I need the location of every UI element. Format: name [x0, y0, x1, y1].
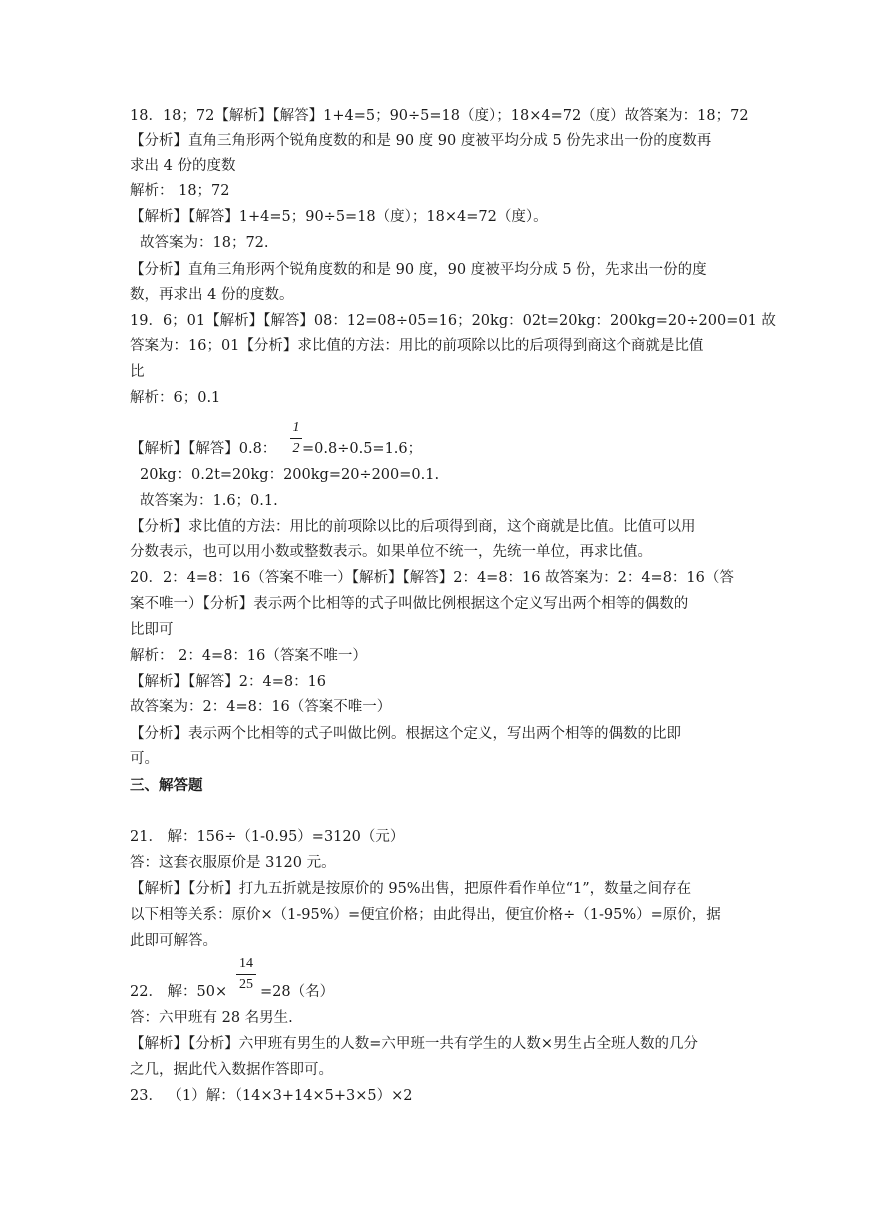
text-line: 【分析】直角三角形两个锐角度数的和是 90 度 90 度被平均分成 5 份先求出一份的度数再 [130, 133, 712, 149]
fraction [290, 420, 302, 457]
text-line: 23． （1）解：（14×3+14×5+3×5）×2 [130, 1088, 413, 1104]
text-line: 答：六甲班有 28 名男生. [130, 1010, 293, 1026]
text-line: 答案为：16；01【分析】求比值的方法：用比的前项除以比的后项得到商这个商就是比值 [130, 338, 704, 354]
text-line: 【解析】【分析】打九五折就是按原价的 95%出售，把原件看作单位“1”，数量之间存在 [130, 881, 692, 897]
text-line: 20．2：4=8：16（答案不唯一）【解析】【解答】2：4=8：16 故答案为：2：4=8：16（答 [130, 570, 734, 586]
text-line: 之几，据此代入数据作答即可。 [130, 1062, 333, 1078]
text-line: 【解析】【解答】1+4=5；90÷5=18（度）；18×4=72（度）。 [130, 209, 548, 225]
text-line: =28（名） [260, 984, 335, 1000]
text-line: 以下相等关系：原价×（1-95%）=便宜价格；由此得出，便宜价格÷（1-95%）=原价，据 [130, 907, 721, 923]
text-line: 此即可解答。 [130, 933, 217, 949]
text-line: 比 [130, 364, 145, 380]
text-line: 案不唯一）【分析】表示两个比相等的式子叫做比例根据这个定义写出两个相等的偶数的 [130, 596, 689, 612]
text-line: 【解析】【解答】0.8： [130, 441, 277, 457]
text-line: 21． 解：156÷（1-0.95）=3120（元） [130, 829, 405, 845]
text-line: 求出 4 份的度数 [130, 158, 236, 174]
text-line: 解析： 2：4=8：16（答案不唯一） [130, 648, 367, 664]
text-line: =0.8÷0.5=1.6； [302, 441, 423, 457]
section-heading: 三、解答题 [130, 778, 203, 794]
text-line: 可。 [130, 751, 159, 767]
text-line: 【分析】求比值的方法：用比的前项除以比的后项得到商，这个商就是比值。比值可以用 [130, 519, 696, 535]
text-line: 答：这套衣服原价是 3120 元。 [130, 855, 336, 871]
text-line: 22． 解：50× [130, 984, 228, 1000]
text-line: 解析： 18；72 [130, 183, 230, 199]
text-line: 【解析】【分析】六甲班有男生的人数=六甲班一共有学生的人数×男生占全班人数的几分 [130, 1036, 699, 1052]
text-line: 20kg：0.2t=20kg：200kg=20÷200=0.1. [140, 467, 440, 483]
text-line: 【分析】直角三角形两个锐角度数的和是 90 度，90 度被平均分成 5 份，先求出一份的度 [130, 262, 707, 278]
text-line: 【分析】表示两个比相等的式子叫做比例。根据这个定义，写出两个相等的偶数的比即 [130, 726, 681, 742]
text-line: 19．6；01【解析】【解答】08：12=08÷05=16；20kg：02t=20kg：200kg=20÷200=01 故 [130, 313, 776, 329]
text-line: 数，再求出 4 份的度数。 [130, 287, 294, 303]
fraction-bar [236, 974, 256, 975]
text-line: 解析：6；0.1 [130, 390, 221, 406]
fraction-denominator: 2 [292, 441, 300, 456]
text-line: 【解析】【解答】2：4=8：16 [130, 674, 327, 690]
text-line: 故答案为：2：4=8：16（答案不唯一） [130, 699, 392, 715]
fraction-bar [290, 438, 302, 439]
fraction-numerator: 1 [292, 420, 300, 435]
text-line: 故答案为：1.6；0.1. [140, 493, 278, 509]
fraction-numerator: 14 [239, 956, 253, 971]
fraction [236, 956, 256, 993]
fraction-denominator: 25 [239, 977, 253, 992]
text-line: 分数表示，也可以用小数或整数表示。如果单位不统一，先统一单位，再求比值。 [130, 544, 652, 560]
text-line: 比即可 [130, 622, 174, 638]
text-line: 故答案为：18；72. [140, 235, 269, 251]
text-line: 18．18；72【解析】【解答】1+4=5；90÷5=18（度）；18×4=72（度）故答案为：18；72 [130, 108, 749, 124]
